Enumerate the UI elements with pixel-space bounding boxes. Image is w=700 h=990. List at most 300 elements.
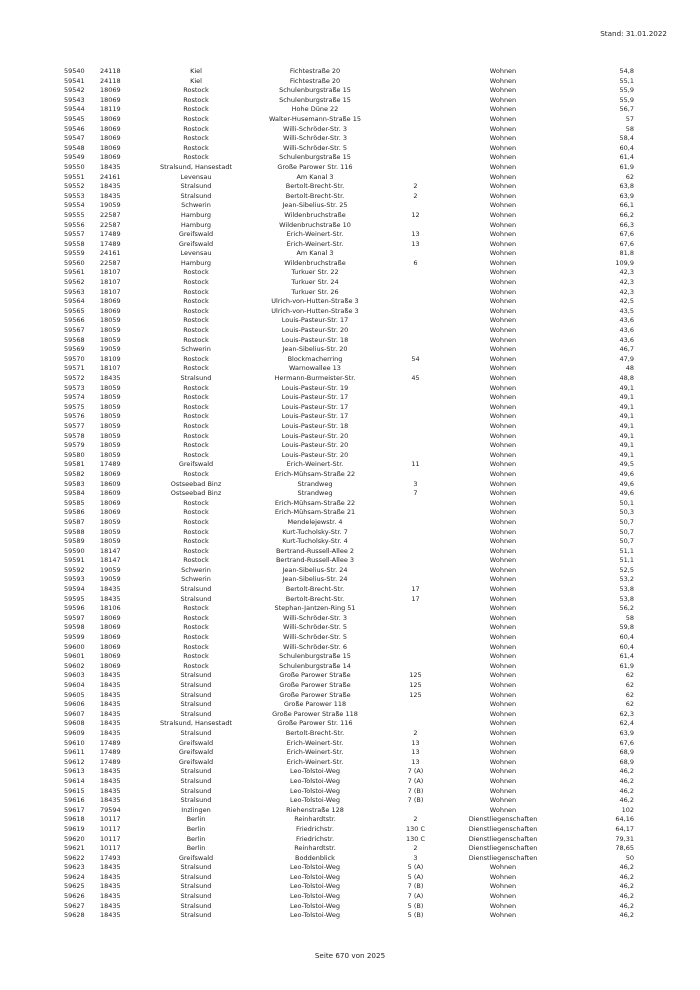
table-row	[64, 911, 634, 921]
row-id-cell: 59579	[64, 441, 85, 450]
city-cell: Schwerin	[181, 575, 211, 584]
table-row	[64, 739, 634, 749]
table-row	[64, 825, 634, 835]
postal-code-cell: 18107	[100, 278, 121, 287]
row-id-cell: 59561	[64, 268, 85, 277]
table-row	[64, 364, 634, 374]
row-id-cell: 59625	[64, 882, 85, 891]
city-cell: Rostock	[183, 364, 209, 373]
row-id-cell: 59596	[64, 604, 85, 613]
area-cell: 58	[625, 124, 634, 133]
street-cell: Leo-Tolstoi-Weg	[290, 767, 340, 776]
usage-type-cell: Wohnen	[489, 258, 517, 267]
city-cell: Berlin	[186, 844, 206, 853]
row-id-cell: 59613	[64, 767, 85, 776]
street-cell: Louis-Pasteur-Str. 19	[281, 383, 349, 392]
street-cell: Leo-Tolstoi-Weg	[290, 872, 340, 881]
postal-code-cell: 19059	[100, 345, 121, 354]
row-id-cell: 59597	[64, 613, 85, 622]
table-row	[64, 240, 634, 250]
usage-type-cell: Wohnen	[489, 911, 517, 920]
postal-code-cell: 18059	[100, 402, 121, 411]
street-cell: Mendelejewstr. 4	[287, 517, 343, 526]
city-cell: Greifswald	[178, 230, 214, 239]
row-id-cell: 59550	[64, 162, 85, 171]
area-cell: 46,2	[619, 767, 634, 776]
postal-code-cell: 19059	[100, 575, 121, 584]
house-number-cell	[378, 547, 453, 557]
usage-type-cell: Wohnen	[489, 402, 517, 411]
postal-code-cell: 10117	[100, 815, 121, 824]
street-cell: Louis-Pasteur-Str. 17	[281, 393, 349, 402]
table-row	[64, 374, 634, 384]
table-row	[64, 77, 634, 87]
house-number-cell: 125	[409, 671, 422, 680]
table-row	[64, 796, 634, 806]
row-id-cell: 59553	[64, 191, 85, 200]
row-id-cell: 59542	[64, 86, 85, 95]
house-number-cell	[378, 144, 453, 154]
row-id-cell: 59557	[64, 230, 85, 239]
table-row	[64, 134, 634, 144]
postal-code-cell: 18147	[100, 546, 121, 555]
row-id-cell: 59555	[64, 210, 85, 219]
street-cell: Louis-Pasteur-Str. 17	[281, 402, 349, 411]
row-id-cell: 59608	[64, 719, 85, 728]
postal-code-cell: 18069	[100, 95, 121, 104]
row-id-cell: 59570	[64, 354, 85, 363]
usage-type-cell: Wohnen	[489, 690, 517, 699]
table-row	[64, 105, 634, 115]
city-cell: Inzlingen	[181, 805, 211, 814]
city-cell: Kiel	[190, 76, 202, 85]
row-id-cell: 59567	[64, 326, 85, 335]
area-cell: 59,8	[619, 623, 634, 632]
usage-type-cell: Wohnen	[489, 901, 517, 910]
postal-code-cell: 18059	[100, 383, 121, 392]
usage-type-cell: Wohnen	[489, 671, 517, 680]
postal-code-cell: 18435	[100, 182, 121, 191]
house-number-cell	[378, 134, 453, 144]
area-cell: 61,9	[619, 661, 634, 670]
area-cell: 49,5	[619, 460, 634, 469]
city-cell: Stralsund	[180, 671, 212, 680]
postal-code-cell: 18069	[100, 114, 121, 123]
postal-code-cell: 18435	[100, 191, 121, 200]
row-id-cell: 59543	[64, 95, 85, 104]
postal-code-cell: 18059	[100, 537, 121, 546]
street-cell: Willi-Schröder-Str. 6	[283, 642, 347, 651]
city-cell: Stralsund, Hansestadt	[160, 719, 232, 728]
table-row	[64, 662, 634, 672]
table-row	[64, 384, 634, 394]
house-number-cell: 5 (A)	[407, 872, 424, 881]
area-cell: 64,16	[615, 815, 634, 824]
table-row	[64, 412, 634, 422]
table-row	[64, 278, 634, 288]
table-row	[64, 556, 634, 566]
table-row	[64, 480, 634, 490]
city-cell: Greifswald	[178, 853, 214, 862]
row-id-cell: 59587	[64, 517, 85, 526]
street-cell: Bertolt-Brecht-Str.	[285, 191, 345, 200]
city-cell: Schwerin	[181, 565, 211, 574]
row-id-cell: 59582	[64, 469, 85, 478]
postal-code-cell: 19059	[100, 201, 121, 210]
usage-type-cell: Wohnen	[489, 249, 517, 258]
street-cell: Jean-Sibelius-Str. 20	[282, 345, 348, 354]
city-cell: Stralsund	[180, 901, 212, 910]
city-cell: Berlin	[186, 834, 206, 843]
street-cell: Jean-Sibelius-Str. 24	[282, 565, 348, 574]
postal-code-cell: 18435	[100, 786, 121, 795]
house-number-cell: 2	[413, 191, 418, 200]
postal-code-cell: 18435	[100, 374, 121, 382]
city-cell: Rostock	[183, 114, 209, 123]
row-id-cell: 59612	[64, 757, 85, 766]
city-cell: Rostock	[183, 633, 209, 642]
house-number-cell: 7	[413, 489, 418, 498]
street-cell: Willi-Schröder-Str. 3	[283, 613, 347, 622]
house-number-cell	[378, 249, 453, 259]
area-cell: 66,3	[619, 220, 634, 229]
postal-code-cell: 18109	[100, 354, 121, 363]
street-cell: Schulenburgstraße 14	[279, 661, 351, 670]
property-table-body	[64, 67, 634, 921]
table-row	[64, 595, 634, 605]
postal-code-cell: 10117	[100, 834, 121, 843]
stand-date: Stand: 31.01.2022	[600, 29, 667, 38]
usage-type-cell: Wohnen	[489, 278, 517, 287]
house-number-cell: 2	[413, 844, 418, 853]
area-cell: 46,7	[619, 345, 634, 354]
postal-code-cell: 18069	[100, 306, 121, 315]
usage-type-cell: Wohnen	[489, 517, 517, 526]
city-cell: Stralsund	[180, 585, 212, 594]
usage-type-cell: Wohnen	[489, 134, 517, 143]
table-row	[64, 249, 634, 259]
usage-type-cell: Dienstliegenschaften	[468, 824, 538, 833]
street-cell: Kurt-Tucholsky-Str. 7	[282, 527, 348, 536]
area-cell: 49,1	[619, 412, 634, 421]
row-id-cell: 59565	[64, 306, 85, 315]
row-id-cell: 59572	[64, 374, 85, 382]
area-cell: 46,2	[619, 872, 634, 881]
postal-code-cell: 18147	[100, 556, 121, 565]
house-number-cell	[378, 700, 453, 710]
area-cell: 66,1	[619, 201, 634, 210]
usage-type-cell: Wohnen	[489, 604, 517, 613]
row-id-cell: 59569	[64, 345, 85, 354]
postal-code-cell: 18069	[100, 86, 121, 95]
street-cell: Schulenburgstraße 15	[279, 652, 351, 661]
street-cell: Bertolt-Brecht-Str.	[285, 594, 345, 603]
house-number-cell: 17	[411, 585, 420, 594]
city-cell: Rostock	[183, 354, 209, 363]
row-id-cell: 59589	[64, 537, 85, 546]
table-row	[64, 144, 634, 154]
table-row	[64, 604, 634, 614]
house-number-cell	[378, 384, 453, 394]
city-cell: Rostock	[183, 278, 209, 287]
postal-code-cell: 17489	[100, 230, 121, 239]
table-row	[64, 307, 634, 317]
postal-code-cell: 18435	[100, 863, 121, 872]
house-number-cell	[378, 297, 453, 307]
house-number-cell	[378, 173, 453, 183]
usage-type-cell: Wohnen	[489, 661, 517, 670]
postal-code-cell: 22587	[100, 220, 121, 229]
usage-type-cell: Dienstliegenschaften	[468, 815, 538, 824]
table-row	[64, 422, 634, 432]
table-row	[64, 230, 634, 240]
table-row	[64, 643, 634, 653]
area-cell: 66,2	[619, 210, 634, 219]
street-cell: Große Parower Str. 116	[277, 162, 353, 171]
postal-code-cell: 18435	[100, 700, 121, 709]
table-row	[64, 806, 634, 816]
city-cell: Rostock	[183, 604, 209, 613]
area-cell: 60,4	[619, 633, 634, 642]
table-row	[64, 873, 634, 883]
street-cell: Ulrich-von-Hutten-Straße 3	[271, 297, 359, 306]
house-number-cell	[378, 221, 453, 231]
row-id-cell: 59601	[64, 652, 85, 661]
usage-type-cell: Wohnen	[489, 67, 517, 75]
street-cell: Jean-Sibelius-Str. 24	[282, 575, 348, 584]
postal-code-cell: 18435	[100, 671, 121, 680]
area-cell: 61,4	[619, 153, 634, 162]
table-row	[64, 681, 634, 691]
area-cell: 46,2	[619, 786, 634, 795]
house-number-cell	[378, 268, 453, 278]
usage-type-cell: Wohnen	[489, 872, 517, 881]
house-number-cell	[378, 125, 453, 135]
area-cell: 42,3	[619, 287, 634, 296]
city-cell: Berlin	[186, 824, 206, 833]
street-cell: Große Parower 118	[283, 700, 347, 709]
table-row	[64, 163, 634, 173]
postal-code-cell: 19059	[100, 565, 121, 574]
postal-code-cell: 18059	[100, 527, 121, 536]
house-number-cell: 5 (B)	[407, 911, 424, 920]
usage-type-cell: Wohnen	[489, 498, 517, 507]
table-row	[64, 125, 634, 135]
street-cell: Willi-Schröder-Str. 5	[283, 633, 347, 642]
street-cell: Am Kanal 3	[296, 249, 334, 258]
area-cell: 60,4	[619, 642, 634, 651]
table-row	[64, 691, 634, 701]
area-cell: 43,6	[619, 316, 634, 325]
postal-code-cell: 22587	[100, 258, 121, 267]
area-cell: 46,2	[619, 796, 634, 805]
table-row	[64, 633, 634, 643]
house-number-cell: 13	[411, 757, 420, 766]
usage-type-cell: Wohnen	[489, 594, 517, 603]
postal-code-cell: 24118	[100, 76, 121, 85]
house-number-cell	[378, 806, 453, 816]
street-cell: Louis-Pasteur-Str. 18	[281, 421, 349, 430]
house-number-cell: 11	[411, 460, 420, 469]
table-row	[64, 326, 634, 336]
table-row	[64, 441, 634, 451]
street-cell: Wildenbruchstraße 10	[279, 220, 351, 229]
house-number-cell	[378, 326, 453, 336]
house-number-cell	[378, 278, 453, 288]
city-cell: Greifswald	[178, 738, 214, 747]
area-cell: 64,17	[615, 824, 634, 833]
table-row	[64, 748, 634, 758]
city-cell: Greifswald	[178, 748, 214, 757]
postal-code-cell: 18069	[100, 642, 121, 651]
row-id-cell: 59584	[64, 489, 85, 498]
house-number-cell	[378, 153, 453, 163]
usage-type-cell: Wohnen	[489, 230, 517, 239]
usage-type-cell: Wohnen	[489, 565, 517, 574]
city-cell: Ostseebad Binz	[170, 479, 222, 488]
street-cell: Louis-Pasteur-Str. 20	[281, 441, 349, 450]
table-row	[64, 854, 634, 864]
house-number-cell	[378, 719, 453, 729]
usage-type-cell: Wohnen	[489, 326, 517, 335]
house-number-cell: 13	[411, 738, 420, 747]
row-id-cell: 59556	[64, 220, 85, 229]
table-row	[64, 403, 634, 413]
street-cell: Bertolt-Brecht-Str.	[285, 728, 345, 737]
street-cell: Leo-Tolstoi-Weg	[290, 901, 340, 910]
street-cell: Kurt-Tucholsky-Str. 4	[282, 537, 348, 546]
house-number-cell	[378, 556, 453, 566]
street-cell: Leo-Tolstoi-Weg	[290, 863, 340, 872]
table-row	[64, 844, 634, 854]
house-number-cell	[378, 403, 453, 413]
table-row	[64, 787, 634, 797]
row-id-cell: 59616	[64, 796, 85, 805]
city-cell: Rostock	[183, 402, 209, 411]
city-cell: Rostock	[183, 143, 209, 152]
postal-code-cell: 18069	[100, 613, 121, 622]
area-cell: 50,7	[619, 537, 634, 546]
city-cell: Rostock	[183, 498, 209, 507]
usage-type-cell: Wohnen	[489, 393, 517, 402]
postal-code-cell: 17489	[100, 239, 121, 248]
area-cell: 46,2	[619, 776, 634, 785]
street-cell: Fichtestraße 20	[289, 76, 341, 85]
area-cell: 53,2	[619, 575, 634, 584]
usage-type-cell: Wohnen	[489, 95, 517, 104]
postal-code-cell: 24118	[100, 67, 121, 75]
house-number-cell	[378, 432, 453, 442]
city-cell: Stralsund	[180, 776, 212, 785]
city-cell: Stralsund	[180, 863, 212, 872]
area-cell: 56,2	[619, 604, 634, 613]
postal-code-cell: 18069	[100, 124, 121, 133]
area-cell: 61,9	[619, 162, 634, 171]
street-cell: Leo-Tolstoi-Weg	[290, 892, 340, 901]
row-id-cell: 59620	[64, 834, 85, 843]
row-id-cell: 59598	[64, 623, 85, 632]
city-cell: Rostock	[183, 412, 209, 421]
postal-code-cell: 18609	[100, 489, 121, 498]
usage-type-cell: Wohnen	[489, 623, 517, 632]
postal-code-cell: 18435	[100, 681, 121, 689]
postal-code-cell: 18107	[100, 287, 121, 296]
row-id-cell: 59577	[64, 421, 85, 430]
city-cell: Hamburg	[180, 258, 212, 267]
usage-type-cell: Wohnen	[489, 354, 517, 363]
row-id-cell: 59547	[64, 134, 85, 143]
row-id-cell: 59590	[64, 546, 85, 555]
city-cell: Rostock	[183, 652, 209, 661]
usage-type-cell: Wohnen	[489, 882, 517, 891]
city-cell: Hamburg	[180, 210, 212, 219]
usage-type-cell: Wohnen	[489, 201, 517, 210]
row-id-cell: 59559	[64, 249, 85, 258]
area-cell: 78,65	[615, 844, 634, 853]
area-cell: 49,1	[619, 393, 634, 402]
house-number-cell	[378, 537, 453, 547]
row-id-cell: 59575	[64, 402, 85, 411]
street-cell: Leo-Tolstoi-Weg	[290, 911, 340, 920]
table-row	[64, 614, 634, 624]
house-number-cell	[378, 451, 453, 461]
street-cell: Walter-Husemann-Straße 15	[268, 114, 361, 123]
postal-code-cell: 18069	[100, 297, 121, 306]
table-row	[64, 259, 634, 269]
street-cell: Leo-Tolstoi-Weg	[290, 796, 340, 805]
area-cell: 50,3	[619, 508, 634, 517]
area-cell: 58	[625, 613, 634, 622]
table-row	[64, 758, 634, 768]
table-row	[64, 566, 634, 576]
postal-code-cell: 18069	[100, 143, 121, 152]
street-cell: Große Parower Straße	[279, 690, 351, 699]
house-number-cell: 125	[409, 681, 422, 689]
house-number-cell	[378, 316, 453, 326]
row-id-cell: 59619	[64, 824, 85, 833]
area-cell: 62	[625, 172, 634, 181]
city-cell: Levensau	[180, 172, 212, 181]
city-cell: Greifswald	[178, 460, 214, 469]
postal-code-cell: 18435	[100, 162, 121, 171]
street-cell: Louis-Pasteur-Str. 20	[281, 326, 349, 335]
table-row	[64, 268, 634, 278]
usage-type-cell: Wohnen	[489, 479, 517, 488]
city-cell: Rostock	[183, 268, 209, 277]
row-id-cell: 59592	[64, 565, 85, 574]
area-cell: 61,4	[619, 652, 634, 661]
postal-code-cell: 18609	[100, 479, 121, 488]
table-row	[64, 355, 634, 365]
usage-type-cell: Dienstliegenschaften	[468, 834, 538, 843]
postal-code-cell: 18059	[100, 412, 121, 421]
house-number-cell: 13	[411, 230, 420, 239]
area-cell: 54,8	[619, 67, 634, 75]
usage-type-cell: Wohnen	[489, 613, 517, 622]
area-cell: 49,1	[619, 402, 634, 411]
street-cell: Erich-Weinert-Str.	[286, 748, 344, 757]
usage-type-cell: Wohnen	[489, 297, 517, 306]
city-cell: Rostock	[183, 450, 209, 459]
house-number-cell: 12	[411, 210, 420, 219]
city-cell: Rostock	[183, 105, 209, 114]
street-cell: Strandweg	[297, 489, 333, 498]
usage-type-cell: Wohnen	[489, 114, 517, 123]
city-cell: Stralsund	[180, 690, 212, 699]
city-cell: Berlin	[186, 815, 206, 824]
table-row	[64, 345, 634, 355]
postal-code-cell: 18435	[100, 776, 121, 785]
